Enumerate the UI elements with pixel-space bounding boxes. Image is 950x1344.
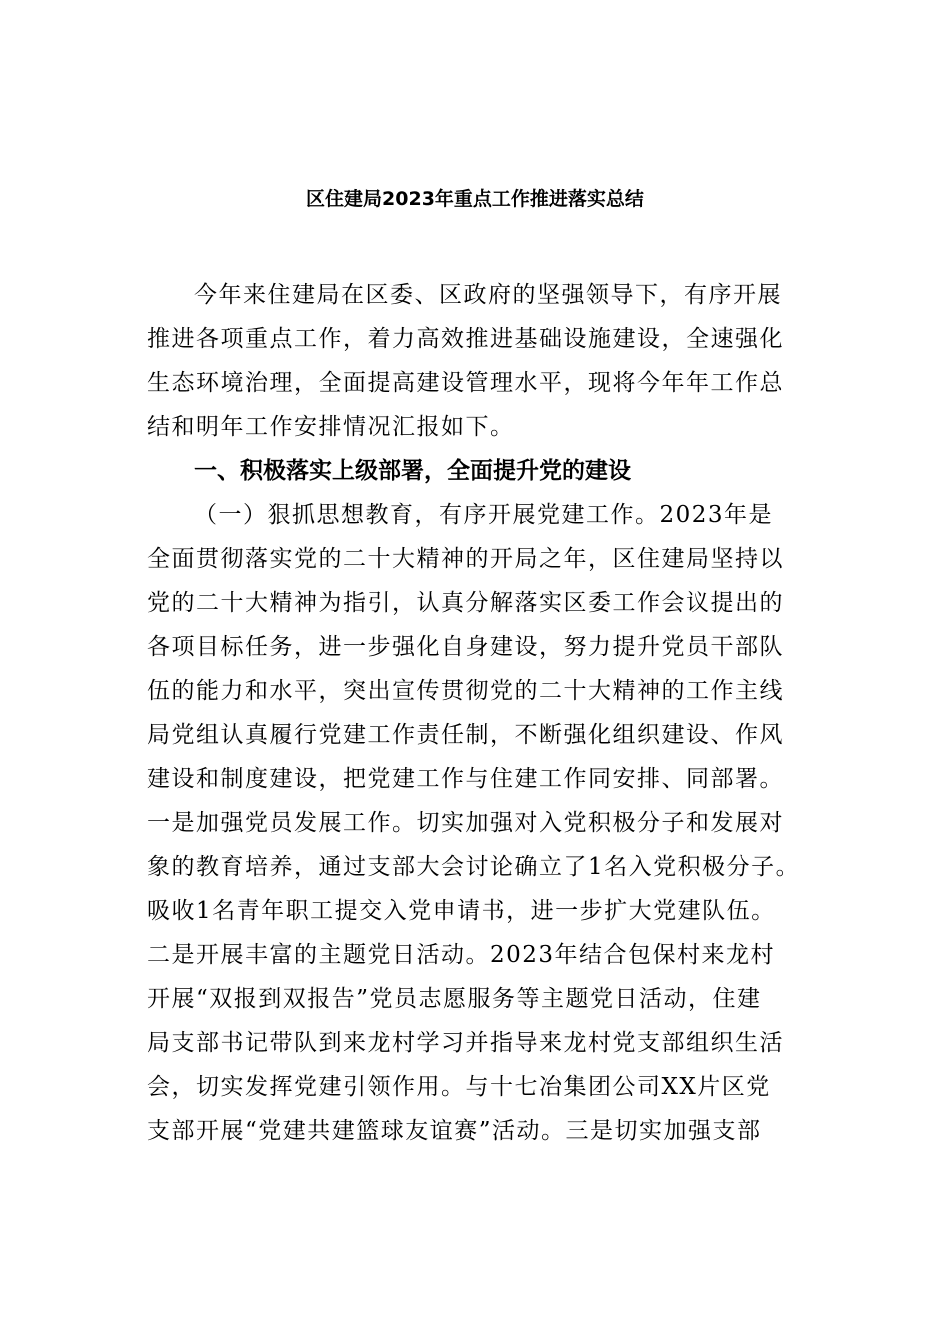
paragraph-line: 二是开展丰富的主题党日活动。2023年结合包保村来龙村 xyxy=(147,942,776,968)
paragraph-line: 党的二十大精神为指引，认真分解落实区委工作会议提出的 xyxy=(147,590,784,616)
paragraph-line: 结和明年工作安排情况汇报如下。 xyxy=(147,414,515,440)
paragraph-line: 生态环境治理，全面提高建设管理水平，现将今年年工作总 xyxy=(147,370,784,396)
paragraph-line: 全面贯彻落实党的二十大精神的开局之年，区住建局坚持以 xyxy=(147,546,784,572)
paragraph-line: 伍的能力和水平，突出宣传贯彻党的二十大精神的工作主线 xyxy=(147,678,784,704)
document-title: 区住建局2023年重点工作推进落实总结 xyxy=(306,188,644,210)
paragraph-line: 局党组认真履行党建工作责任制，不断强化组织建设、作风 xyxy=(147,722,784,748)
paragraph-line: 推进各项重点工作，着力高效推进基础设施建设，全速强化 xyxy=(147,326,784,352)
paragraph-line: 吸收1名青年职工提交入党申请书，进一步扩大党建队伍。 xyxy=(147,898,776,924)
paragraph-line: 支部开展“党建共建篮球友谊赛”活动。三是切实加强支部 xyxy=(147,1118,762,1144)
paragraph-line: 建设和制度建设，把党建工作与住建工作同安排、同部署。 xyxy=(147,766,784,792)
paragraph-line: 局支部书记带队到来龙村学习并指导来龙村党支部组织生活 xyxy=(147,1030,784,1056)
paragraph-line: 会，切实发挥党建引领作用。与十七冶集团公司XX片区党 xyxy=(147,1074,771,1100)
paragraph-line: 开展“双报到双报告”党员志愿服务等主题党日活动，住建 xyxy=(147,986,762,1012)
paragraph-line: （一）狠抓思想教育，有序开展党建工作。2023年是 xyxy=(194,502,774,528)
paragraph-line: 象的教育培养，通过支部大会讨论确立了1名入党积极分子。 xyxy=(147,854,801,880)
paragraph-line: 一是加强党员发展工作。切实加强对入党积极分子和发展对 xyxy=(147,810,784,836)
paragraph-line: 各项目标任务，进一步强化自身建设，努力提升党员干部队 xyxy=(147,634,784,660)
section-heading: 一、积极落实上级部署，全面提升党的建设 xyxy=(194,458,631,484)
paragraph-line: 今年来住建局在区委、区政府的坚强领导下，有序开展 xyxy=(194,282,782,308)
